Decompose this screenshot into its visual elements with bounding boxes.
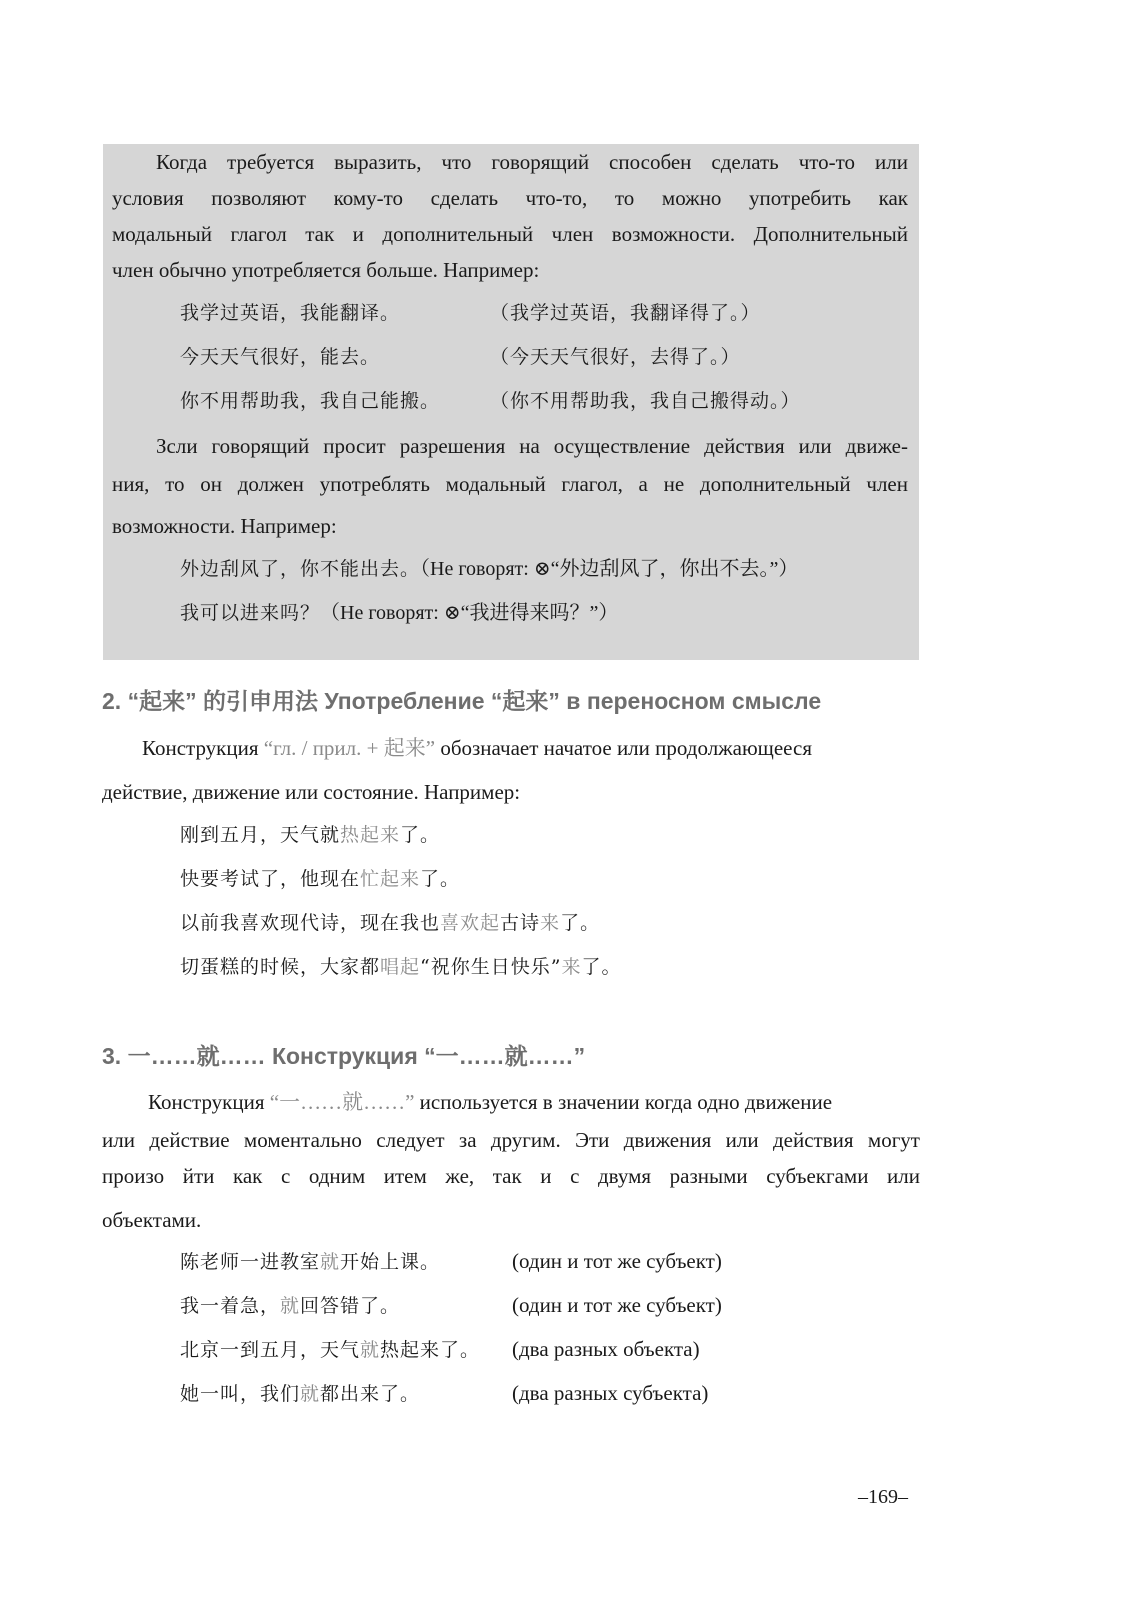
section-3-intro-line: или действие моментально следует за другим. Эти движения или действия могут xyxy=(102,1128,920,1152)
section-2-example xyxy=(180,958,622,977)
example-complement: （今天天气很好，去得了。） xyxy=(490,346,741,368)
example-segment: 陈老师一进教室 xyxy=(180,1251,321,1273)
construction-pattern: “一……就……” xyxy=(269,1090,415,1114)
example-segment: 她一叫，我们 xyxy=(180,1383,301,1405)
box-paragraph-line: ния, то он должен употреблять модальный глагол, а не дополнительный член xyxy=(112,472,908,496)
example-segment: 了。 xyxy=(420,868,461,890)
example-segment: 北京一到五月，天气 xyxy=(180,1339,361,1361)
box-paragraph-line: модальный глагол так и дополнительный член возможности. Дополнительный xyxy=(112,222,908,246)
example-segment: 了。 xyxy=(581,956,622,978)
section-3-intro-line: произо йти как с одним итем же, так и с двумя разными субъекгами или xyxy=(102,1164,920,1188)
example-segment: “祝你生日快乐” xyxy=(420,956,562,978)
section-3-example-note: (один и тот же субъект) xyxy=(512,1249,722,1273)
negative-example-sentence: 外边刮风了，你不能出去。 xyxy=(180,558,421,580)
section-3-heading: 3. 一……就…… Конструкция “一……就……” xyxy=(102,1043,586,1069)
box-paragraph-line: Когда требуется выразить, что говорящий способен сделать что-то или xyxy=(156,150,908,174)
construction-pattern: “гл. / прил. + 起来” xyxy=(263,736,436,760)
example-modal: 我学过英语，我能翻译。 xyxy=(180,302,401,324)
example-segment: 古诗 xyxy=(500,912,541,934)
section-3-example-note: (два разных субъекта) xyxy=(512,1381,709,1405)
negative-example xyxy=(180,603,618,623)
example-segment: 都出来了。 xyxy=(320,1383,421,1405)
example-segment: 了。 xyxy=(560,912,601,934)
example-segment: 回答错了。 xyxy=(300,1295,401,1317)
highlighted-segment: 来 xyxy=(540,912,561,934)
negative-example-note: （Не говорят: ⊗“我进得来吗？”） xyxy=(320,602,619,624)
highlighted-segment: 就 xyxy=(300,1383,321,1405)
negative-example-sentence: 我可以进来吗？ xyxy=(180,602,321,624)
section-2-intro-line: действие, движение или состояние. Например: xyxy=(102,780,521,804)
example-modal: 你不用帮助我，我自己能搬。 xyxy=(180,390,441,412)
example-segment: 切蛋糕的时候，大家都 xyxy=(180,956,381,978)
highlighted-segment: 就 xyxy=(360,1339,381,1361)
section-3-example xyxy=(180,1297,400,1316)
section-2-intro: Конструкция “гл. / прил. + 起来” обозначает начатое или продолжающееся xyxy=(142,736,813,760)
example-segment: 热起来了。 xyxy=(380,1339,481,1361)
example-segment: 刚到五月，天气就 xyxy=(180,824,341,846)
highlighted-segment: 唱起 xyxy=(380,956,421,978)
section-3-example xyxy=(180,1385,420,1404)
example-segment: 了。 xyxy=(400,824,441,846)
box-paragraph-line: возможности. Например: xyxy=(112,514,337,538)
highlighted-segment: 就 xyxy=(280,1295,301,1317)
section-3-intro: Конструкция “一……就……” используется в значении когда одно движение xyxy=(148,1090,833,1114)
section-3-example-note: (один и тот же субъект) xyxy=(512,1293,722,1317)
example-segment: 快要考试了，他现在 xyxy=(180,868,361,890)
section-3-example xyxy=(180,1253,440,1272)
highlighted-segment: 就 xyxy=(320,1251,341,1273)
example-segment: 开始上课。 xyxy=(340,1251,441,1273)
box-paragraph-line: член обычно употребляется больше. Например: xyxy=(112,258,540,282)
section-2-example xyxy=(180,914,600,933)
box-paragraph-line: Зсли говорящий просит разрешения на осуществление действия или движе- xyxy=(156,434,908,458)
section-3-example-note: (два разных объекта) xyxy=(512,1337,700,1361)
example-complement: （我学过英语，我翻译得了。） xyxy=(490,302,761,324)
negative-example-note: （Не говорят: ⊗“外边刮风了，你出不去。”） xyxy=(420,558,799,580)
example-segment: 以前我喜欢现代诗，现在我也 xyxy=(180,912,441,934)
example-segment: 我一着急， xyxy=(180,1295,281,1317)
highlighted-segment: 来 xyxy=(561,956,582,978)
example-modal: 今天天气很好，能去。 xyxy=(180,346,381,368)
highlighted-segment: 热起来 xyxy=(340,824,401,846)
highlighted-segment: 忙起来 xyxy=(360,868,421,890)
section-3-example xyxy=(180,1341,480,1360)
section-3-intro-line: объектами. xyxy=(102,1208,202,1232)
page-number: –169– xyxy=(858,1486,908,1508)
section-2-example xyxy=(180,826,440,845)
example-complement: （你不用帮助我，我自己搬得动。） xyxy=(490,390,801,412)
negative-example xyxy=(180,559,798,579)
section-2-heading: 2. “起来” 的引申用法 Употребление “起来” в переносном смысле xyxy=(102,688,822,714)
highlighted-segment: 喜欢起 xyxy=(440,912,501,934)
box-paragraph-line: условия позволяют кому-то сделать что-то, то можно употребить как xyxy=(112,186,908,210)
section-2-example xyxy=(180,870,460,889)
